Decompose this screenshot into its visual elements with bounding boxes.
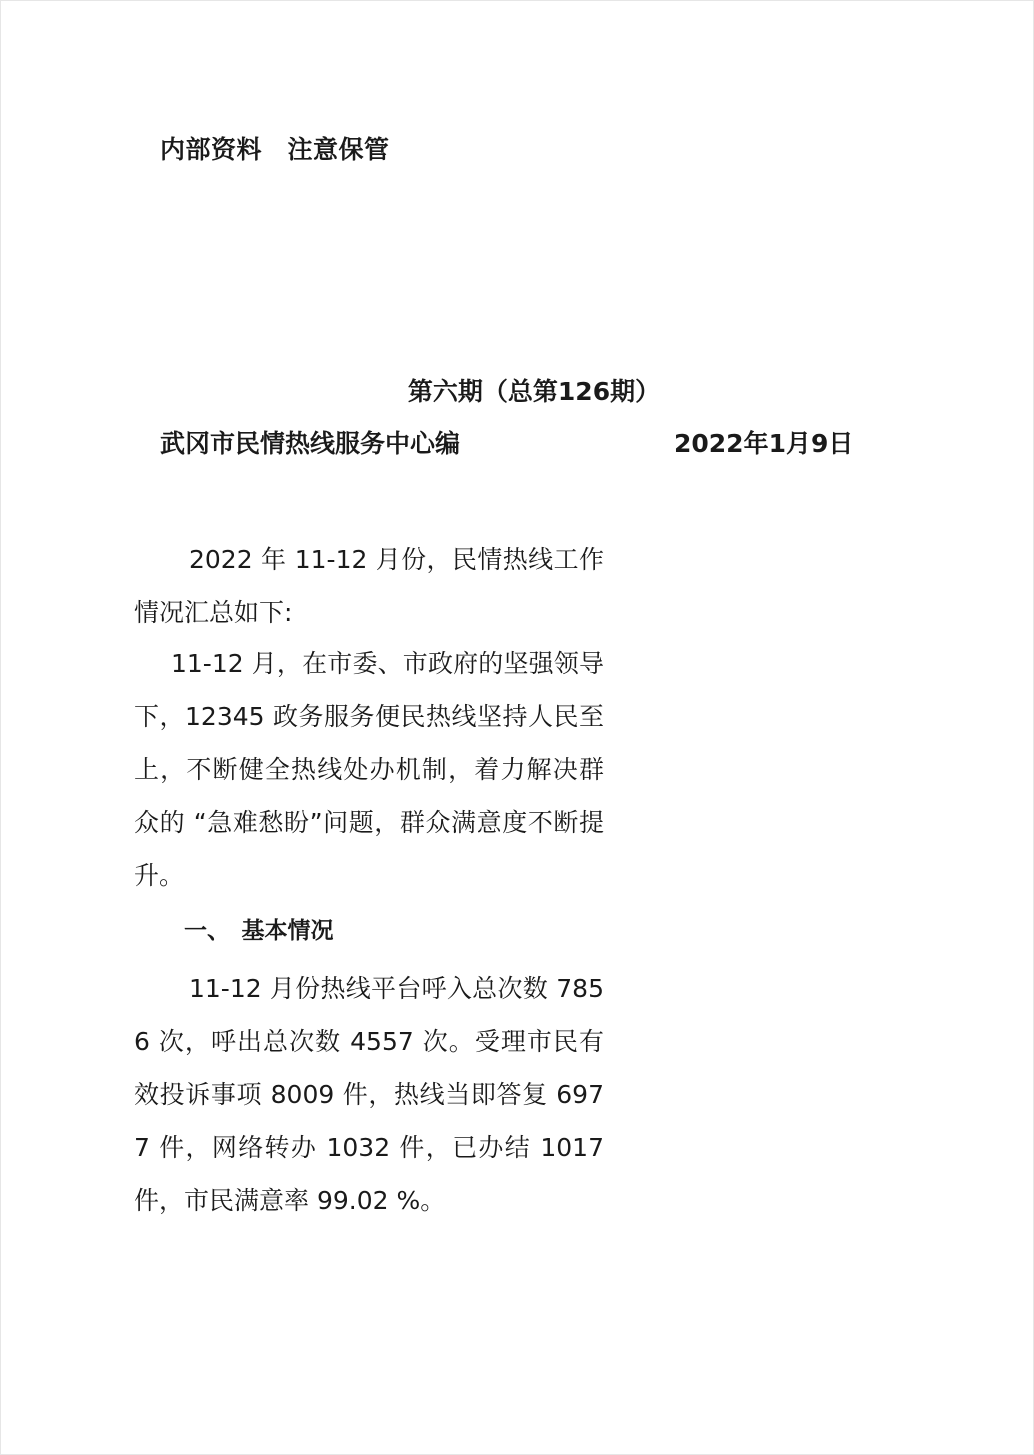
classification-label: 内部资料 注意保管 — [160, 135, 390, 164]
intro-paragraph: 2022 年 11-12 月份，民情热线工作情况汇总如下: — [134, 545, 604, 627]
issue-number: 第六期（总第126期） — [407, 377, 661, 406]
publication-date: 2022年1月9日 — [674, 429, 854, 458]
editor-line: 武冈市民情热线服务中心编 — [160, 429, 461, 458]
summary-paragraph: 11-12 月，在市委、市政府的坚强领导下，12345 政务服务便民热线坚持人民至上，不断健全热线处办机制，着力解决群众的 “急难愁盼”问题，群众满意度不断提升。 — [134, 649, 604, 890]
statistics-paragraph: 11-12 月份热线平台呼入总次数 7856 次，呼出总次数 4557 次。受理市民有效投诉事项 8009 件，热线当即答复 6977 件，网络转办 1032 件，已办结 1017 件，市民满意率 99.02 %。 — [134, 974, 604, 1215]
section-heading-basic-situation: 一、 基本情况 — [184, 918, 334, 944]
